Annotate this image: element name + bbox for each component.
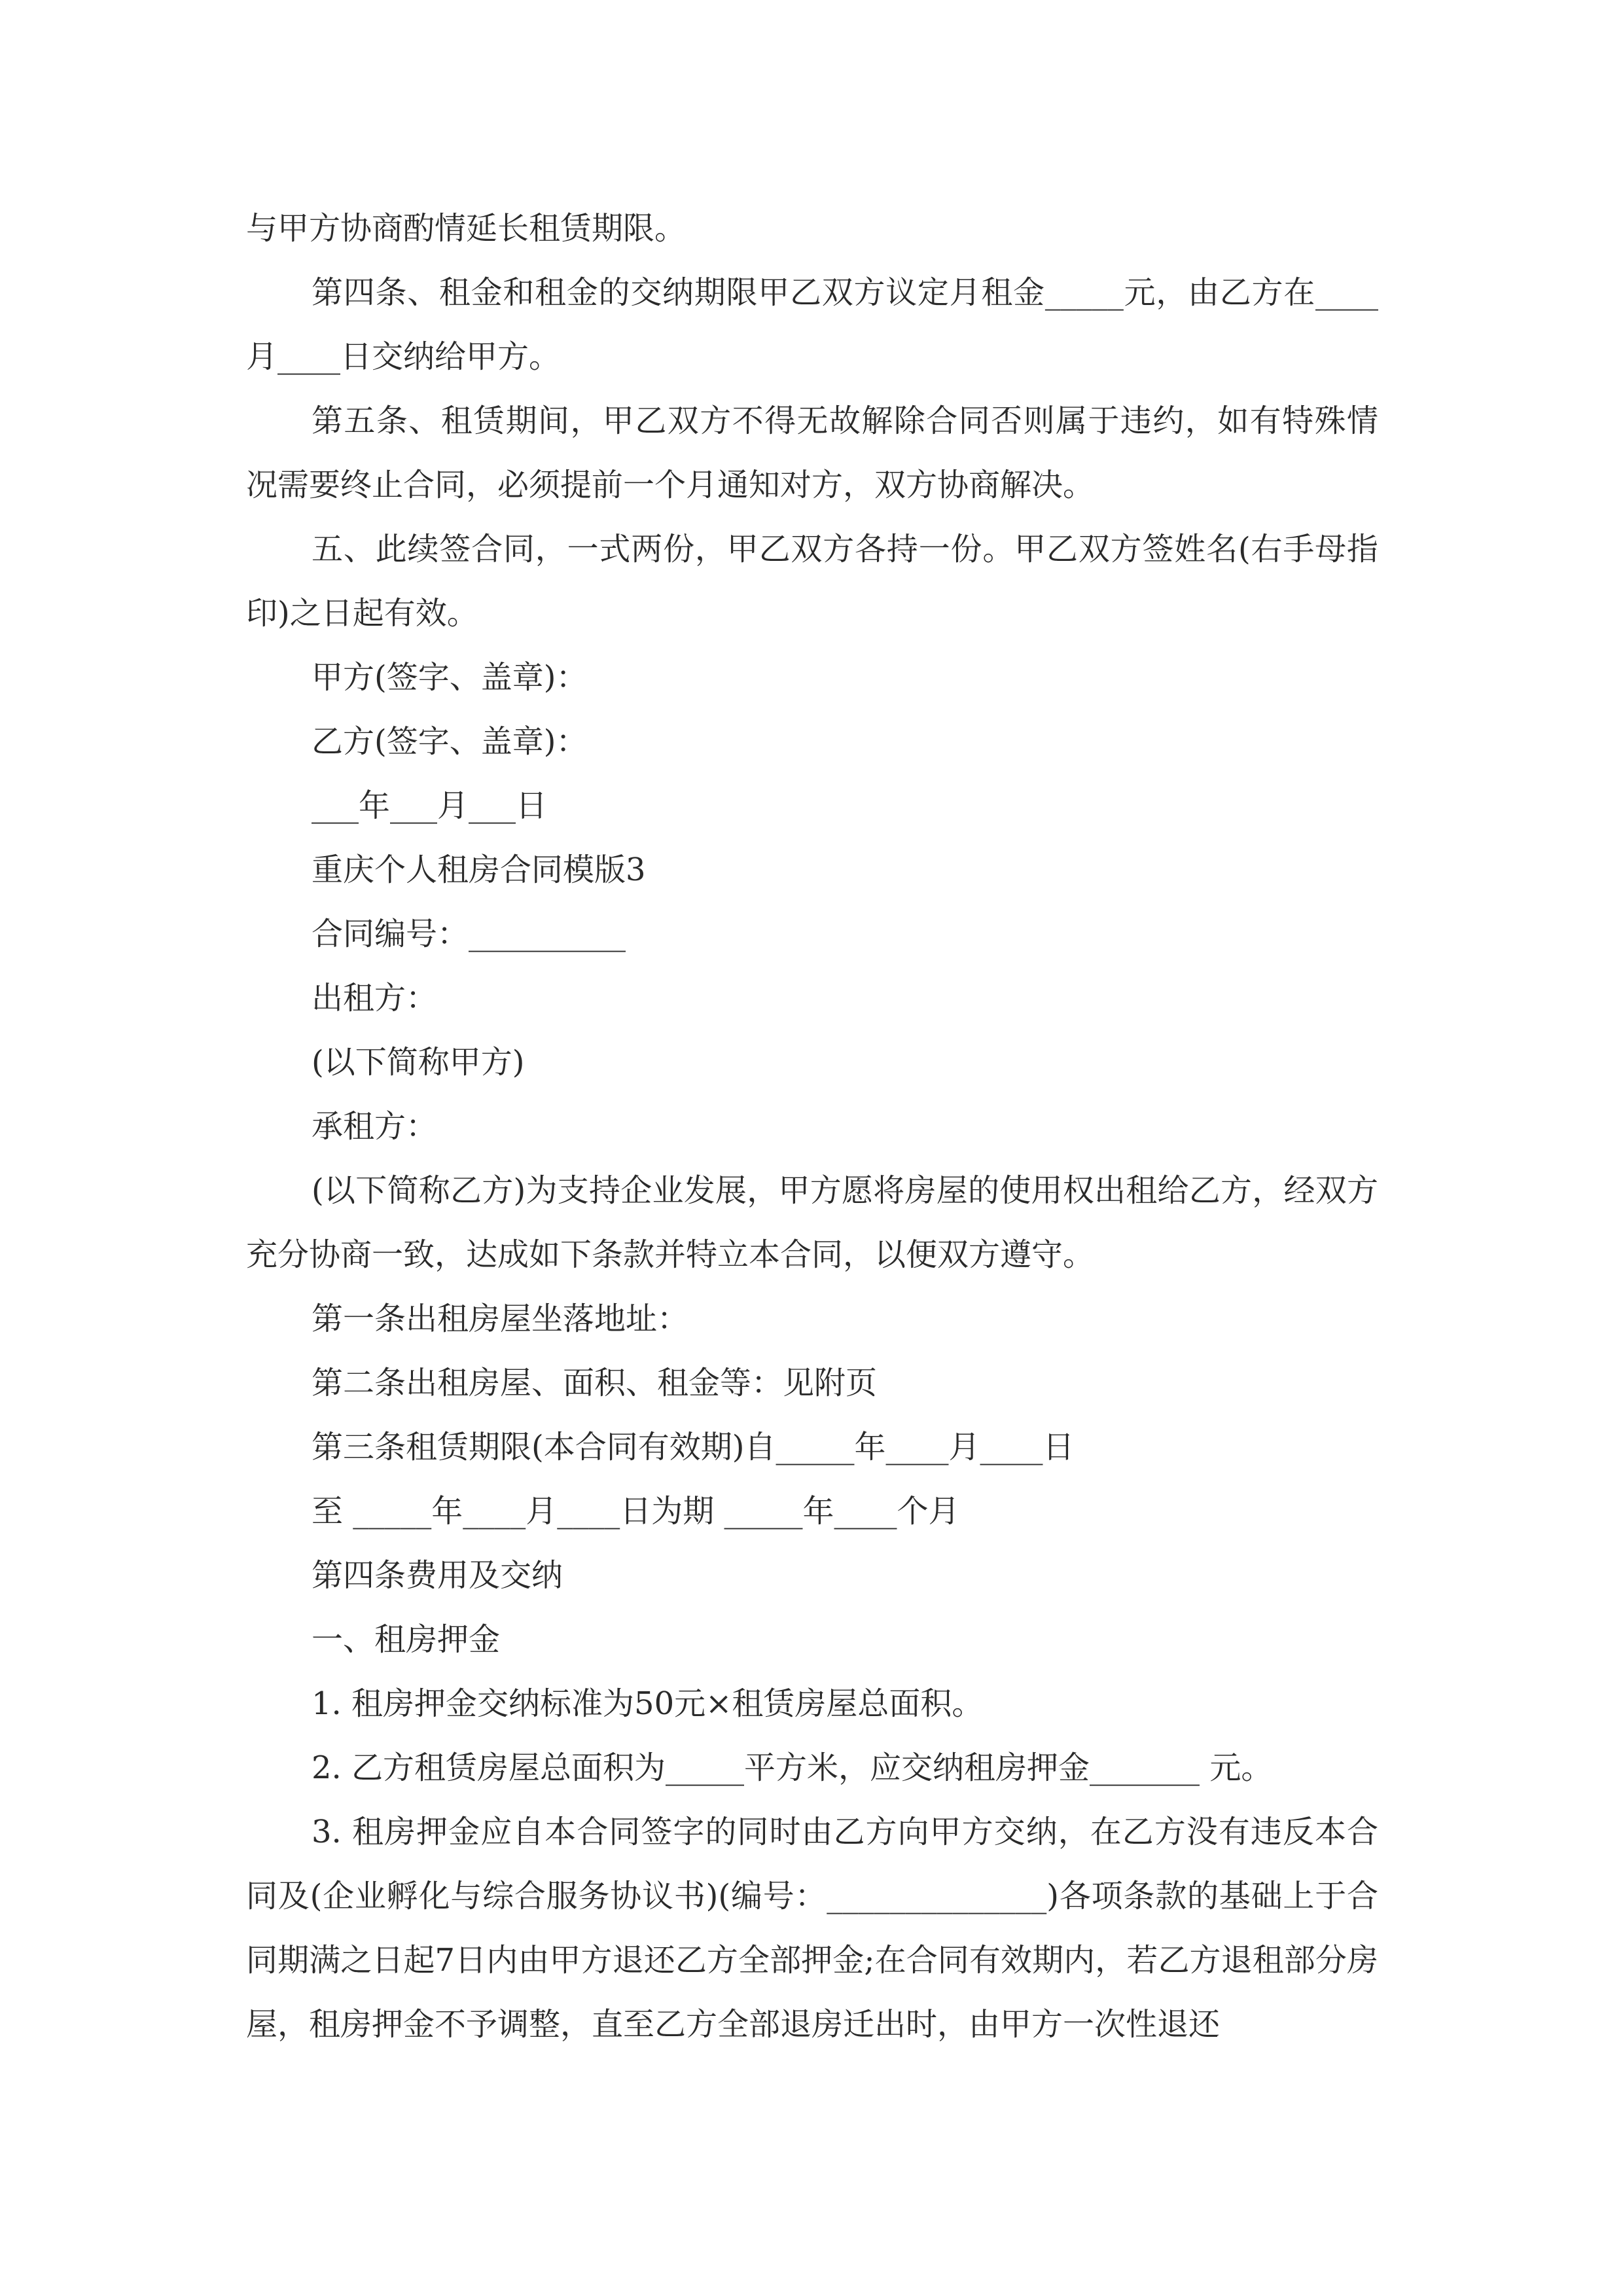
lessor-abbreviation: (以下简称甲方) bbox=[312, 1044, 525, 1081]
document-body bbox=[246, 196, 1378, 2056]
paragraph-extend-lease: 与甲方协商酌情延长租赁期限。 bbox=[246, 210, 687, 247]
article-3-term-start: 第三条租赁期限(本合同有效期)自_____年____月____日 bbox=[312, 1429, 1075, 1465]
deposit-item-2: 2. 乙方租赁房屋总面积为_____平方米，应交纳租房押金_______ 元。 bbox=[312, 1749, 1273, 1786]
section-deposit-heading: 一、租房押金 bbox=[312, 1621, 501, 1658]
lessor-label: 出租方： bbox=[312, 980, 438, 1016]
date-line: ___年___月___日 bbox=[312, 787, 548, 824]
deposit-item-3: 3. 租房押金应自本合同签字的同时由乙方向甲方交纳，在乙方没有违反本合同及(企业孵化与综合服务协议书)(编号：______________)各项条款的基础上于合同期满之日起7日内由甲方退还乙方全部押金;在合同有效期内，若乙方退租部分房屋，租房押金不予调整，直至乙方全部退房迁出时，由甲方一次性退还 bbox=[246, 1814, 1378, 2043]
article-2-area-rent: 第二条出租房屋、面积、租金等：见附页 bbox=[312, 1365, 878, 1401]
paragraph-renewal-copies: 五、此续签合同，一式两份，甲乙双方各持一份。甲乙双方签姓名(右手母指印)之日起有效。 bbox=[246, 531, 1378, 632]
party-b-signature-line: 乙方(签字、盖章)： bbox=[312, 723, 588, 760]
party-a-signature-line: 甲方(签字、盖章)： bbox=[312, 659, 588, 696]
paragraph-article-4-rent: 第四条、租金和租金的交纳期限甲乙双方议定月租金_____元，由乙方在____月____日交纳给甲方。 bbox=[246, 274, 1378, 375]
contract-template-title: 重庆个人租房合同模版3 bbox=[312, 852, 646, 888]
article-4-fees-heading: 第四条费用及交纳 bbox=[312, 1557, 563, 1594]
contract-number-line: 合同编号：__________ bbox=[312, 916, 626, 952]
article-1-address: 第一条出租房屋坐落地址： bbox=[312, 1300, 689, 1337]
deposit-item-1: 1. 租房押金交纳标准为50元×租赁房屋总面积。 bbox=[312, 1685, 984, 1722]
lessee-label: 承租方： bbox=[312, 1108, 438, 1145]
paragraph-preamble: (以下简称乙方)为支持企业发展，甲方愿将房屋的使用权出租给乙方，经双方充分协商一致，达成如下条款并特立本合同，以便双方遵守。 bbox=[246, 1172, 1378, 1273]
paragraph-article-5-lease-period: 第五条、租赁期间，甲乙双方不得无故解除合同否则属于违约，如有特殊情况需要终止合同，必须提前一个月通知对方，双方协商解决。 bbox=[246, 403, 1378, 503]
article-3-term-end: 至 _____年____月____日为期 _____年____个月 bbox=[312, 1493, 960, 1530]
